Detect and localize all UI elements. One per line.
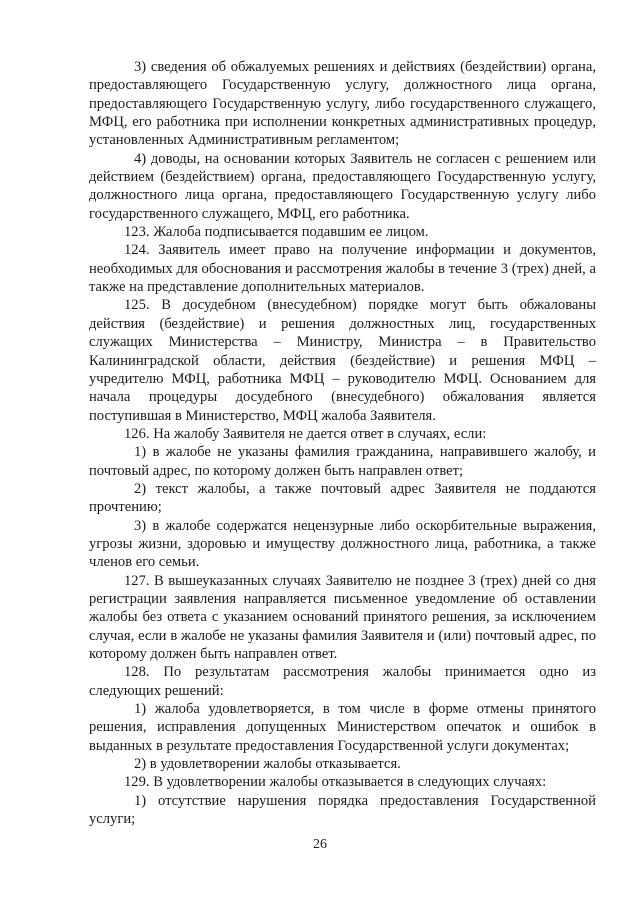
paragraph-129-item-1: 1) отсутствие нарушения порядка предоставления Государственной услуги; <box>89 792 596 828</box>
page-number: 26 <box>313 837 327 852</box>
paragraph-128-item-1: 1) жалоба удовлетворяется, в том числе в форме отмены принятого решения, исправления допущенных Министерством опечаток и ошибок в выданных в результате предоставления Государственной услуги документах; <box>89 701 596 754</box>
paragraph-item-3-complaint-subject: 3) сведения об обжалуемых решениях и действиях (бездействии) органа, предоставляющего Государственную услугу, должностного лица органа, предоставляющего Государственную услугу, либо государственного служащего, МФЦ, его работника при исполнении конкретных административных процедур, установленных Административным регламентом; <box>89 59 596 149</box>
document-body <box>89 58 596 828</box>
paragraph-128: 128. По результатам рассмотрения жалобы принимается одно из следующих решений: <box>89 664 596 699</box>
paragraph-126: 126. На жалобу Заявителя не дается ответ в случаях, если: <box>124 425 487 442</box>
paragraph-126-item-1: 1) в жалобе не указаны фамилия гражданина, направившего жалобу, и почтовый адрес, по которому должен быть направлен ответ; <box>89 444 596 479</box>
paragraph-124: 124. Заявитель имеет право на получение информации и документов, необходимых для обоснования и рассмотрения жалобы в течение 3 (трех) дней, а также на представление дополнительных материалов. <box>89 242 596 296</box>
paragraph-125: 125. В досудебном (внесудебном) порядке могут быть обжалованы действия (бездействие) и решения должностных лиц, государственных служащих Министерства – Министру, Министра – в Правительство Калининградской области, действия (бездействие) и решения МФЦ – учредителю МФЦ, работника МФЦ – руководителю МФЦ. Основанием для начала процедуры досудебного (внесудебного) обжалования является поступившая в Министерство, МФЦ жалоба Заявителя. <box>89 297 596 424</box>
paragraph-item-4-arguments: 4) доводы, на основании которых Заявитель не согласен с решением или действием (бездействием) органа, предоставляющего Государственную услугу, должностного лица органа, предоставляющего Государственную услугу либо государственного служащего, МФЦ, его работника. <box>89 150 596 222</box>
paragraph-126-item-3: 3) в жалобе содержатся нецензурные либо оскорбительные выражения, угрозы жизни, здоровью и имуществу должностного лица, работника, а также членов его семьи. <box>89 517 596 571</box>
paragraph-126-item-2: 2) текст жалобы, а также почтовый адрес Заявителя не поддаются прочтению; <box>89 480 596 516</box>
paragraph-128-item-2: 2) в удовлетворении жалобы отказывается. <box>134 756 401 773</box>
paragraph-129: 129. В удовлетворении жалобы отказывается в следующих случаях: <box>124 774 547 791</box>
paragraph-127: 127. В вышеуказанных случаях Заявителю не позднее 3 (трех) дней со дня регистрации заявления направляется письменное уведомление об оставлении жалобы без ответа с указанием оснований принятого решения, за исключением случая, если в жалобе не указаны фамилия Заявителя и (или) почтовый адрес, по которому должен быть направлен ответ. <box>89 572 596 662</box>
paragraph-123: 123. Жалоба подписывается подавшим ее лицом. <box>124 224 429 241</box>
